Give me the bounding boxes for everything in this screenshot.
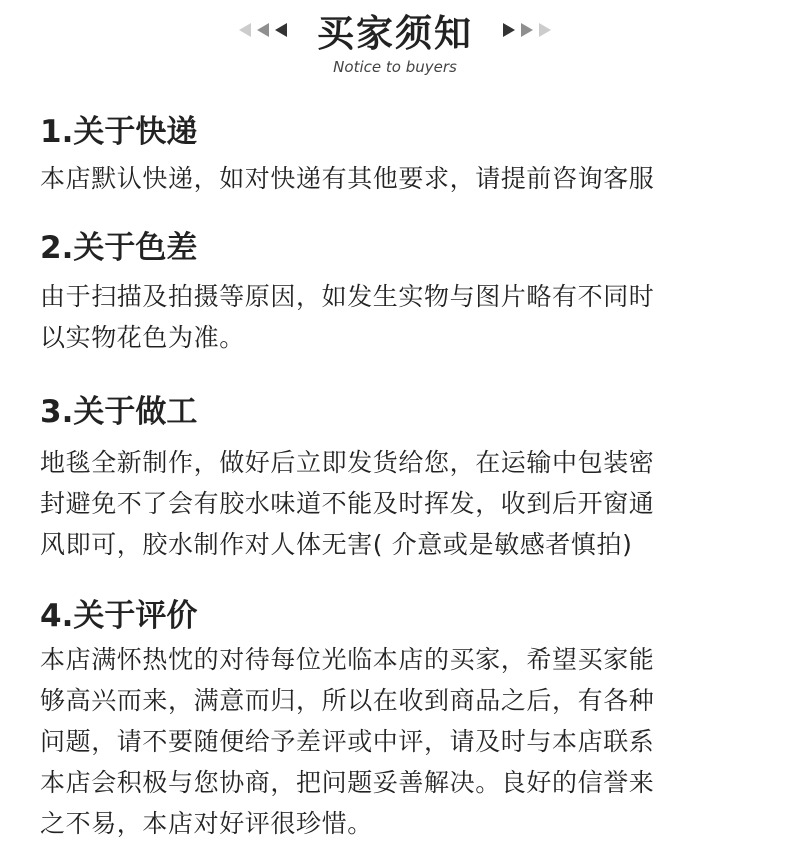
right-triangle-icon: [521, 23, 533, 37]
section-heading: 2.关于色差: [40, 230, 198, 266]
section-review: [40, 596, 760, 844]
left-arrows-decoration: [239, 23, 287, 37]
section-line: 风即可，胶水制作对人体无害( 介意或是敏感者慎拍): [40, 530, 633, 559]
left-triangle-icon: [257, 23, 269, 37]
right-triangle-icon: [539, 23, 551, 37]
page-title: 买家须知: [317, 12, 473, 55]
section-line: 地毯全新制作，做好后立即发货给您，在运输中包装密: [40, 448, 655, 477]
left-triangle-icon: [239, 23, 251, 37]
section-heading: 3.关于做工: [40, 394, 198, 430]
section-color-difference: [40, 228, 760, 358]
section-heading: 4.关于评价: [40, 598, 198, 634]
left-triangle-icon: [275, 23, 287, 37]
section-line: 以实物花色为准。: [40, 323, 245, 352]
section-line: 封避免不了会有胶水味道不能及时挥发，收到后开窗通: [40, 489, 655, 518]
right-triangle-icon: [503, 23, 515, 37]
section-line: 本店默认快递，如对快递有其他要求，请提前咨询客服: [40, 164, 655, 193]
page-subtitle: Notice to buyers: [333, 58, 457, 76]
section-line: 之不易，本店对好评很珍惜。: [40, 809, 373, 838]
right-arrows-decoration: [503, 23, 551, 37]
section-heading: 1.关于快递: [40, 114, 198, 150]
section-line: 本店会积极与您协商，把问题妥善解决。良好的信誉来: [40, 768, 655, 797]
section-line: 问题，请不要随便给予差评或中评，请及时与本店联系: [40, 727, 655, 756]
section-line: 由于扫描及拍摄等原因，如发生实物与图片略有不同时: [40, 282, 655, 311]
section-line: 够高兴而来，满意而归，所以在收到商品之后，有各种: [40, 686, 655, 715]
section-line: 本店满怀热忱的对待每位光临本店的买家，希望买家能: [40, 645, 655, 674]
section-express: [40, 112, 760, 199]
notice-header: [0, 8, 790, 55]
section-workmanship: [40, 392, 760, 565]
